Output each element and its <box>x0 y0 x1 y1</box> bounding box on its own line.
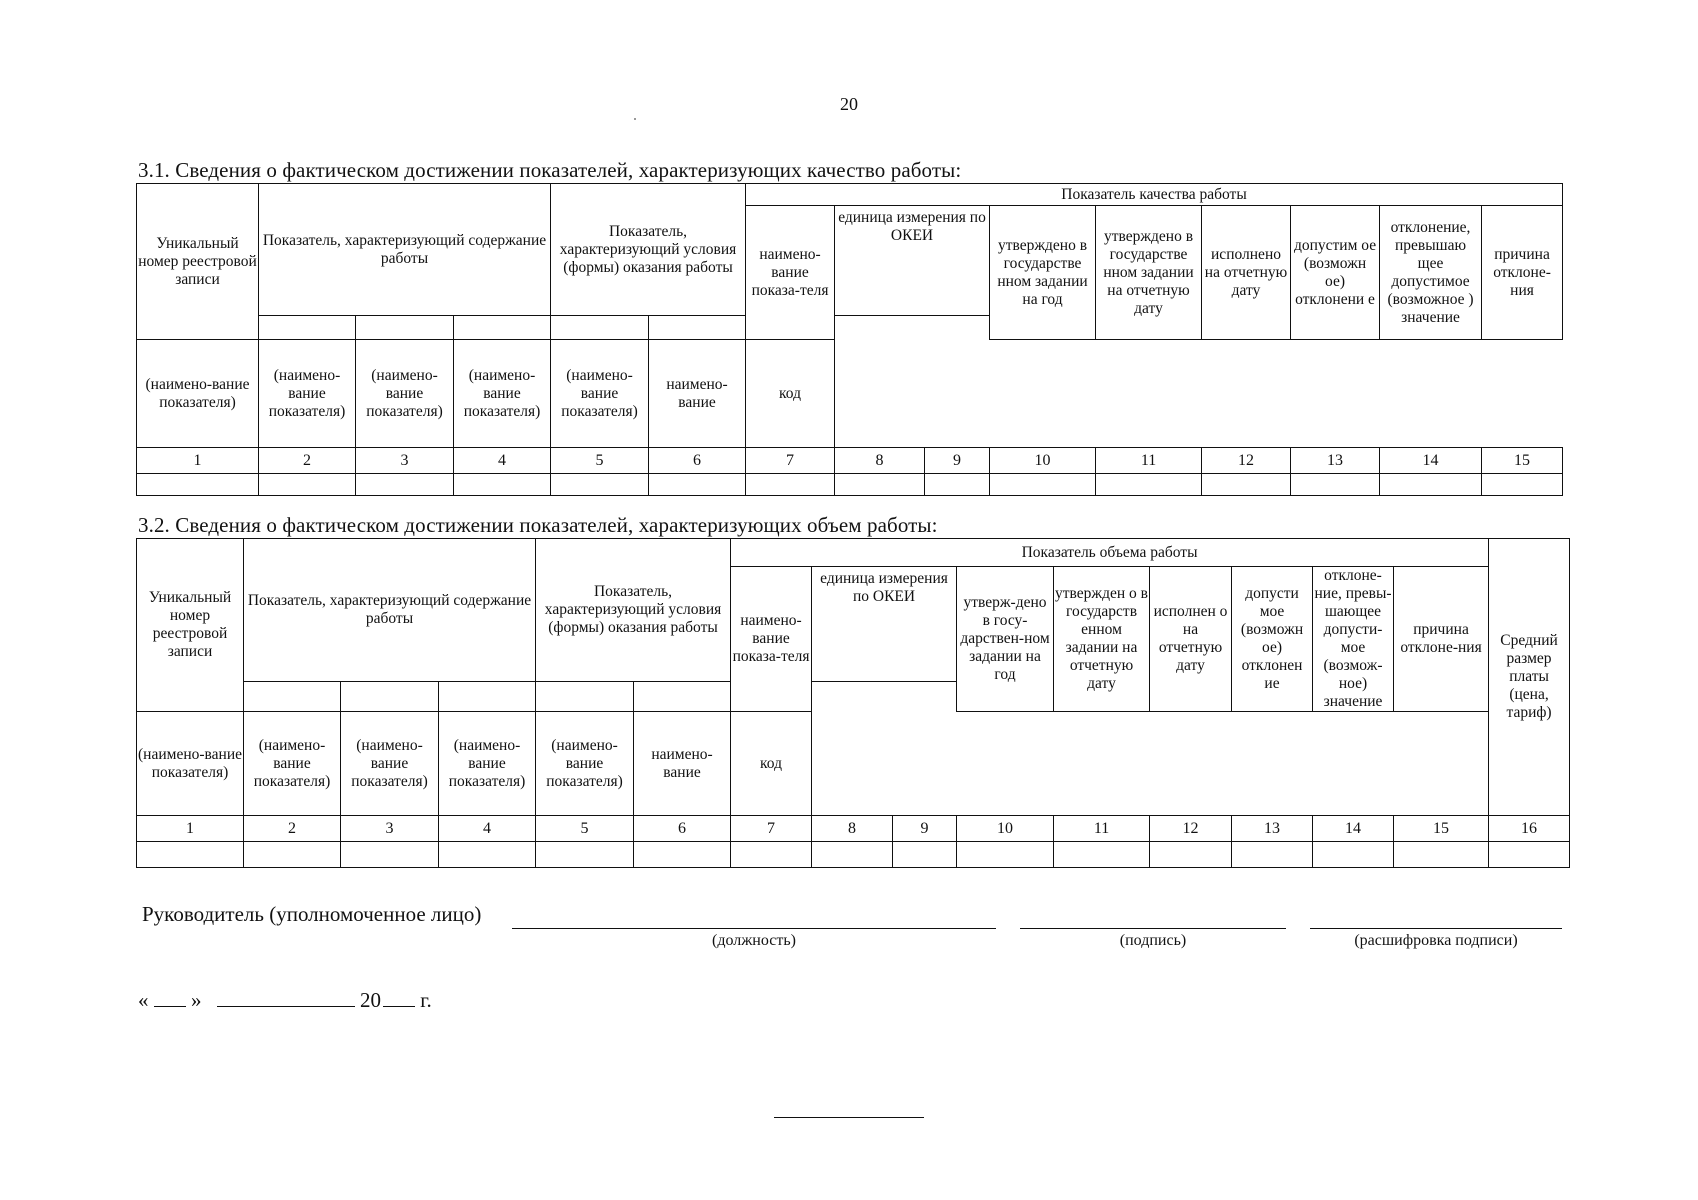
col-sub-indicator-name: (наимено-вание показателя) <box>341 712 439 816</box>
empty-cell <box>356 474 454 496</box>
column-number: 10 <box>957 816 1054 842</box>
column-number: 14 <box>1313 816 1394 842</box>
col-content-sub-blank <box>244 681 341 711</box>
signature-caption: (подпись) <box>1119 932 1187 949</box>
group-volume-indicator: Показатель объема работы <box>731 539 1489 567</box>
year-prefix: 20 <box>360 988 381 1012</box>
col-conditions-sub-blank <box>551 316 649 340</box>
col-unit-okei: единица измерения по ОКЕИ <box>835 206 990 316</box>
empty-cell <box>137 474 259 496</box>
col-approved-date: утверждено в государстве нном задании на отчетную дату <box>1096 206 1202 340</box>
column-number: 9 <box>893 816 957 842</box>
empty-cell <box>259 474 356 496</box>
date-open-quote: « <box>138 988 149 1012</box>
col-sub-indicator-name: (наимено-вание показателя) <box>137 712 244 816</box>
column-number: 11 <box>1096 448 1202 474</box>
col-conditions-indicator: Показатель, характеризующий условия (формы) оказания работы <box>536 539 731 682</box>
col-sub-indicator-name: (наимено-вание показателя) <box>356 340 454 448</box>
empty-cell <box>1096 474 1202 496</box>
column-number: 15 <box>1394 816 1489 842</box>
empty-cell <box>1150 842 1232 868</box>
section-2-title: 3.2. Сведения о фактическом достижении показателей, характеризующих объем работы: <box>138 513 938 537</box>
empty-cell <box>649 474 746 496</box>
col-average-fee: Средний размер платы (цена, тариф) <box>1489 539 1570 816</box>
col-conditions-sub-blank <box>634 681 731 711</box>
col-conditions-sub-blank <box>536 681 634 711</box>
column-number: 6 <box>649 448 746 474</box>
empty-cell <box>341 842 439 868</box>
column-number: 9 <box>925 448 990 474</box>
column-number: 12 <box>1150 816 1232 842</box>
empty-cell <box>137 842 244 868</box>
col-sub-indicator-name: (наимено-вание показателя) <box>551 340 649 448</box>
empty-cell <box>1489 842 1570 868</box>
column-number: 2 <box>244 816 341 842</box>
column-number: 12 <box>1202 448 1291 474</box>
signature-line[interactable] <box>1020 928 1286 929</box>
column-number: 1 <box>137 816 244 842</box>
column-number: 4 <box>454 448 551 474</box>
page-number: 20 <box>840 94 858 114</box>
col-deviation-reason: причина отклоне-ния <box>1482 206 1563 340</box>
column-number: 3 <box>341 816 439 842</box>
empty-cell <box>957 842 1054 868</box>
col-sub-indicator-name: (наимено-вание показателя) <box>439 712 536 816</box>
column-number: 15 <box>1482 448 1563 474</box>
empty-cell <box>746 474 835 496</box>
col-content-sub-blank <box>439 681 536 711</box>
empty-cell <box>1291 474 1380 496</box>
empty-cell <box>536 842 634 868</box>
empty-cell <box>1394 842 1489 868</box>
col-unit-name: наимено-вание <box>634 712 731 816</box>
col-sub-indicator-name: (наимено-вание показателя) <box>454 340 551 448</box>
col-unit-code: код <box>746 340 835 448</box>
year-suffix: г. <box>420 988 432 1012</box>
empty-cell <box>925 474 990 496</box>
col-content-indicator: Показатель, характеризующий содержание работы <box>244 539 536 682</box>
col-conditions-indicator: Показатель, характеризующий условия (формы) оказания работы <box>551 184 746 316</box>
col-indicator-name: наимено-вание показа-теля <box>731 567 812 712</box>
column-number: 13 <box>1232 816 1313 842</box>
col-sub-indicator-name: (наимено-вание показателя) <box>536 712 634 816</box>
column-number: 5 <box>551 448 649 474</box>
col-sub-indicator-name: (наимено-вание показателя) <box>137 340 259 448</box>
col-exceeding-deviation: отклоне-ние, превы-шающее допусти-мое (возмож-ное) значение <box>1314 567 1392 710</box>
column-number: 3 <box>356 448 454 474</box>
col-exceeding-deviation: отклонение, превышаю щее допустимое (возможное ) значение <box>1380 206 1482 340</box>
column-number: 8 <box>835 448 925 474</box>
column-number: 14 <box>1380 448 1482 474</box>
col-unique-number: Уникальный номер реестровой записи <box>137 184 259 340</box>
col-allowed-deviation: допустим ое (возможн ое) отклонени е <box>1291 206 1380 340</box>
empty-cell <box>244 842 341 868</box>
position-caption: (должность) <box>712 932 796 949</box>
col-sub-indicator-name: (наимено-вание показателя) <box>259 340 356 448</box>
col-content-sub-blank <box>454 316 551 340</box>
col-executed: исполнено на отчетную дату <box>1202 206 1291 340</box>
empty-cell <box>551 474 649 496</box>
empty-cell <box>439 842 536 868</box>
empty-cell <box>1202 474 1291 496</box>
empty-cell <box>731 842 812 868</box>
empty-cell <box>990 474 1096 496</box>
quality-table <box>136 183 1563 496</box>
column-number: 4 <box>439 816 536 842</box>
scan-dot <box>634 118 636 120</box>
col-indicator-name: наимено-вание показа-теля <box>746 206 835 340</box>
empty-cell <box>835 474 925 496</box>
column-number: 7 <box>731 816 812 842</box>
empty-cell <box>1380 474 1482 496</box>
volume-table <box>136 538 1570 868</box>
column-number: 1 <box>137 448 259 474</box>
col-allowed-deviation: допусти мое (возможн ое) отклонен ие <box>1232 567 1313 712</box>
col-approved-year: утверж-дено в госу-дарствен-ном задании на год <box>957 567 1054 712</box>
signature-label: Руководитель (уполномоченное лицо) <box>142 902 482 926</box>
column-number: 7 <box>746 448 835 474</box>
year-field[interactable] <box>383 986 415 1007</box>
col-unit-okei: единица измерения по ОКЕИ <box>812 567 957 682</box>
empty-cell <box>1054 842 1150 868</box>
col-content-sub-blank <box>356 316 454 340</box>
column-number: 5 <box>536 816 634 842</box>
column-number: 6 <box>634 816 731 842</box>
date-close-quote: » <box>191 988 202 1012</box>
col-unique-number: Уникальный номер реестровой записи <box>137 539 244 712</box>
empty-cell <box>1482 474 1563 496</box>
column-number: 13 <box>1291 448 1380 474</box>
position-line[interactable] <box>512 928 996 929</box>
empty-cell <box>634 842 731 868</box>
col-executed: исполнен о на отчетную дату <box>1150 567 1232 712</box>
col-approved-date: утвержден о в государств енном задании на отчетную дату <box>1054 567 1150 712</box>
empty-cell <box>454 474 551 496</box>
empty-cell <box>1232 842 1313 868</box>
col-unit-name: наимено-вание <box>649 340 746 448</box>
empty-cell <box>893 842 957 868</box>
col-content-sub-blank <box>259 316 356 340</box>
month-field[interactable] <box>217 986 355 1007</box>
column-number: 11 <box>1054 816 1150 842</box>
footer-line <box>774 1117 924 1118</box>
column-number: 2 <box>259 448 356 474</box>
date-line <box>138 986 432 1013</box>
decode-line[interactable] <box>1310 928 1562 929</box>
col-conditions-sub-blank <box>649 316 746 340</box>
col-content-indicator: Показатель, характеризующий содержание работы <box>259 184 551 316</box>
day-field[interactable] <box>154 986 186 1007</box>
col-unit-code: код <box>731 712 812 816</box>
col-deviation-reason: причина отклоне-ния <box>1394 567 1489 712</box>
empty-cell <box>1313 842 1394 868</box>
empty-cell <box>812 842 893 868</box>
column-number: 16 <box>1489 816 1570 842</box>
group-quality-indicator: Показатель качества работы <box>746 184 1563 206</box>
column-number: 10 <box>990 448 1096 474</box>
col-sub-indicator-name: (наимено-вание показателя) <box>244 712 341 816</box>
section-1-title: 3.1. Сведения о фактическом достижении показателей, характеризующих качество работы: <box>138 158 962 182</box>
col-content-sub-blank <box>341 681 439 711</box>
decode-caption: (расшифровка подписи) <box>1354 932 1518 949</box>
column-number: 8 <box>812 816 893 842</box>
col-approved-year: утверждено в государстве нном задании на год <box>990 206 1096 340</box>
